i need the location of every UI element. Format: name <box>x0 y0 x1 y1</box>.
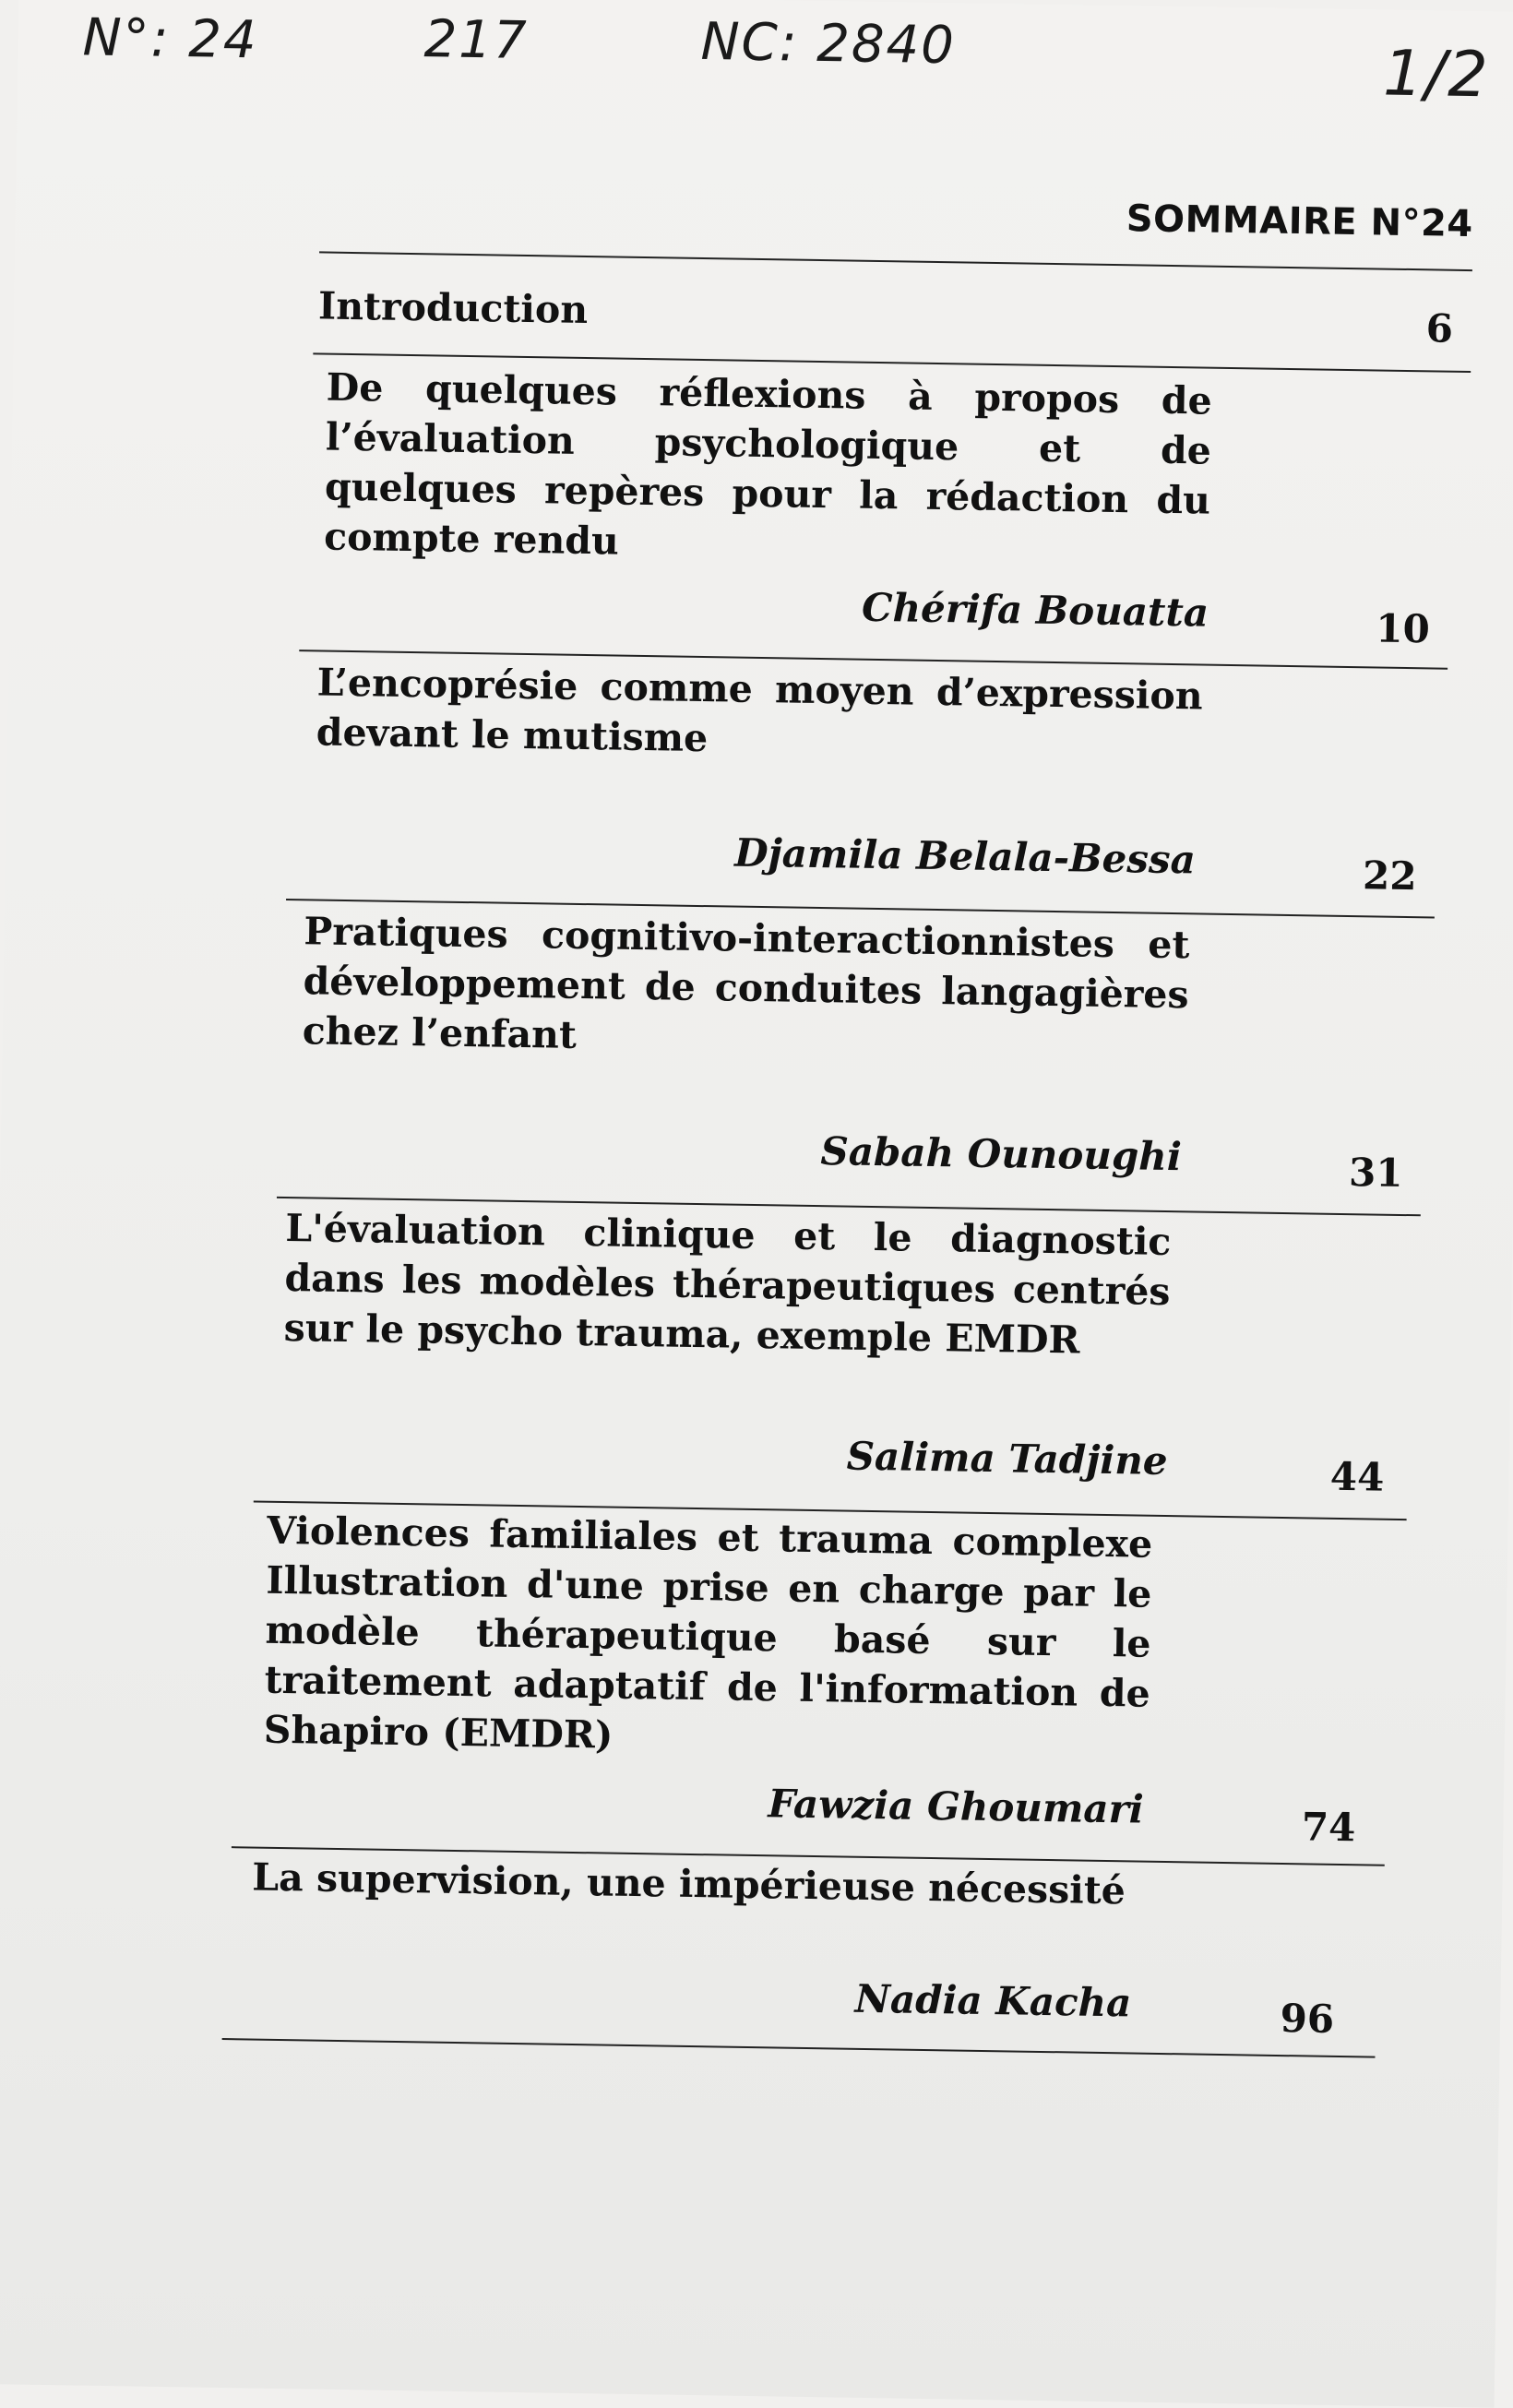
divider <box>222 2038 1376 2058</box>
page-title: SOMMAIRE N°24 <box>1126 197 1474 246</box>
toc-author: Chérifa Bouatta <box>861 584 1209 636</box>
toc-title[interactable]: Violences familiales et trauma complexe Illustration d'une prise en charge par le modèle thérapeutique basé sur le traitement adaptatif de l'information de Shapiro (EMDR) <box>263 1508 1153 1758</box>
handwritten-nc: NC: 2840 <box>700 11 957 77</box>
toc-page-number: 74 <box>1301 1804 1356 1851</box>
toc-author: Salima Tadjine <box>846 1433 1168 1484</box>
toc-title[interactable]: L'évaluation clinique et le diagnostic dans les modèles thérapeutiques centrés sur le psycho trauma, exemple EMDR <box>283 1205 1172 1363</box>
toc-page-number: 10 <box>1375 605 1431 652</box>
toc-author: Djamila Belala-Bessa <box>733 829 1197 883</box>
toc-title[interactable]: De quelques réflexions à propos de l’évaluation psychologique et de quelques repères pour la rédaction du compte rendu <box>323 364 1213 564</box>
toc-page-number: 6 <box>1425 305 1454 352</box>
handwritten-part: 1/2 <box>1382 37 1491 113</box>
handwritten-number: N°: 24 <box>82 7 259 71</box>
toc-page-number: 31 <box>1348 1150 1403 1196</box>
toc-page-number: 22 <box>1362 852 1417 900</box>
toc-page-number: 44 <box>1329 1453 1385 1500</box>
divider <box>319 251 1472 271</box>
toc-title[interactable]: Pratiques cognitivo-interactionnistes et développement de conduites langagières chez l’enfant <box>302 909 1190 1057</box>
toc-title[interactable]: La supervision, une impérieuse nécessité <box>252 1854 1126 1913</box>
handwritten-code: 217 <box>423 9 530 71</box>
toc-title-introduction[interactable]: Introduction <box>317 283 589 333</box>
toc-author: Fawzia Ghoumari <box>768 1781 1145 1832</box>
toc-title[interactable]: L’encoprésie comme moyen d’expression devant le mutisme <box>316 660 1204 761</box>
toc-author: Sabah Ounoughi <box>820 1128 1183 1180</box>
toc-page-number: 96 <box>1280 1996 1335 2042</box>
toc-author: Nadia Kacha <box>854 1975 1132 2026</box>
